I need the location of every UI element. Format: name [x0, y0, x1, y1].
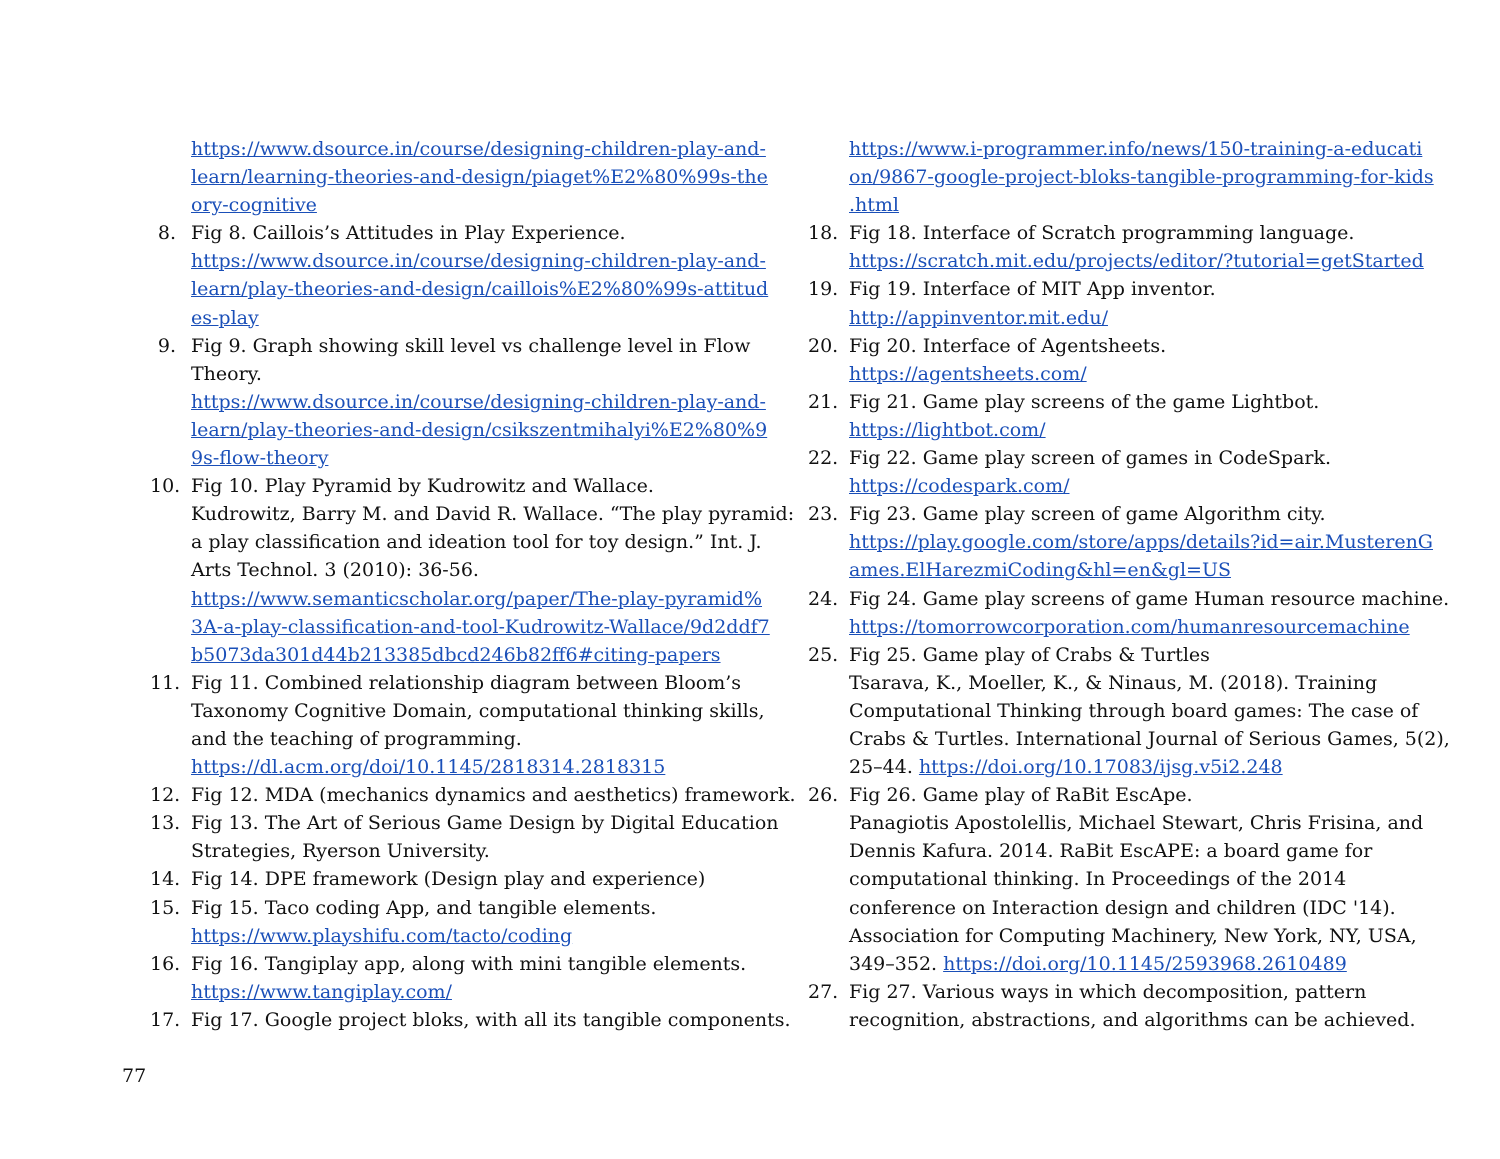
- reference-text: [191, 669, 741, 697]
- reference-link[interactable]: learn/play-theories-and-design/caillois%E2%80%99s-attitud: [191, 278, 769, 301]
- reference-link[interactable]: https://www.semanticscholar.org/paper/The-play-pyramid%: [191, 587, 763, 610]
- reference-text: [191, 950, 746, 978]
- reference-number: 10.: [150, 475, 181, 498]
- reference-text: [849, 247, 1424, 275]
- reference-line: [808, 416, 1418, 444]
- reference-line: [150, 613, 770, 641]
- reference-text: [849, 360, 1087, 388]
- reference-text: [191, 697, 765, 725]
- reference-line: [150, 865, 760, 893]
- reference-text: [191, 1006, 791, 1034]
- reference-caption: Dennis Kafura. 2014. RaBit EscAPE: a board game for: [849, 840, 1373, 863]
- reference-text: [191, 865, 705, 893]
- reference-link[interactable]: 9s-flow-theory: [191, 447, 329, 470]
- reference-text: [191, 978, 452, 1006]
- reference-line: [808, 163, 1434, 191]
- reference-line: [150, 697, 765, 725]
- reference-line: [150, 753, 760, 781]
- reference-number: 14.: [150, 868, 181, 891]
- reference-entry: [150, 219, 769, 331]
- reference-line: [150, 837, 760, 865]
- reference-line: [808, 922, 1418, 950]
- reference-line: [808, 781, 1418, 809]
- reference-text: [849, 304, 1108, 332]
- reference-entry: [150, 894, 760, 950]
- reference-text: [849, 444, 1331, 472]
- left-reference-column: [150, 135, 796, 1034]
- reference-caption: a play classification and ideation tool for toy design.” Int. J.: [191, 531, 762, 554]
- reference-text: [191, 641, 721, 669]
- reference-caption: Fig 25. Game play of Crabs & Turtles: [849, 643, 1210, 666]
- reference-line: [150, 1006, 791, 1034]
- reference-text: [191, 191, 317, 219]
- reference-line: [150, 444, 760, 472]
- reference-entry: [808, 219, 1424, 275]
- reference-caption: Fig 18. Interface of Scratch programming language.: [849, 222, 1355, 245]
- reference-link[interactable]: https://www.dsource.in/course/designing-children-play-and-: [191, 138, 766, 160]
- reference-text: [849, 388, 1319, 416]
- reference-line: [150, 641, 760, 669]
- reference-number: 16.: [150, 952, 181, 975]
- reference-line: [808, 275, 1418, 303]
- reference-link[interactable]: .html: [849, 194, 900, 217]
- reference-entry: [150, 809, 779, 865]
- reference-text: [191, 444, 328, 472]
- reference-link[interactable]: https://www.dsource.in/course/designing-children-play-and-: [191, 250, 766, 273]
- reference-text: [191, 219, 626, 247]
- reference-line: [150, 275, 769, 303]
- reference-text: [849, 163, 1434, 191]
- right-reference-column: [808, 135, 1450, 1034]
- reference-line: [150, 332, 760, 360]
- reference-text: [191, 135, 766, 163]
- reference-line: [808, 669, 1418, 697]
- reference-text: [849, 837, 1372, 865]
- reference-line: [808, 219, 1418, 247]
- reference-line: [808, 641, 1418, 669]
- reference-text: [849, 191, 899, 219]
- reference-number: 17.: [150, 1008, 181, 1031]
- reference-number: 23.: [808, 503, 839, 526]
- reference-text: [191, 388, 766, 416]
- reference-caption: conference on Interaction design and children (IDC '14).: [849, 896, 1396, 919]
- reference-line: [808, 304, 1418, 332]
- reference-line: [808, 950, 1418, 978]
- reference-entry: [150, 669, 765, 781]
- reference-caption: Fig 12. MDA (mechanics dynamics and aesthetics) framework.: [191, 784, 796, 807]
- reference-number: 26.: [808, 784, 839, 807]
- reference-text: [849, 978, 1366, 1006]
- reference-line: [150, 472, 760, 500]
- reference-entry: [150, 781, 796, 809]
- reference-caption: Computational Thinking through board games: The case of: [849, 699, 1419, 722]
- reference-number: 20.: [808, 334, 839, 357]
- reference-number: 8.: [157, 222, 176, 245]
- reference-line: [808, 360, 1418, 388]
- reference-text: [191, 922, 572, 950]
- reference-text: [191, 809, 779, 837]
- reference-line: [150, 163, 768, 191]
- reference-entry: [808, 444, 1418, 500]
- reference-text: [191, 304, 259, 332]
- reference-text: [849, 275, 1216, 303]
- reference-line: [808, 528, 1433, 556]
- reference-link[interactable]: on/9867-google-project-bloks-tangible-programming-for-kids: [849, 166, 1434, 189]
- reference-line: [150, 191, 760, 219]
- reference-line: [150, 304, 760, 332]
- reference-line: [808, 753, 1418, 781]
- reference-caption: Taxonomy Cognitive Domain, computational thinking skills,: [191, 699, 765, 722]
- reference-text: [849, 332, 1166, 360]
- reference-line: [808, 247, 1424, 275]
- reference-line: [150, 500, 795, 528]
- reference-line: [150, 585, 763, 613]
- reference-number: 13.: [150, 812, 181, 835]
- reference-text: [849, 753, 1283, 781]
- reference-link[interactable]: https://doi.org/10.1145/2593968.2610489: [943, 952, 1347, 975]
- reference-text: [849, 669, 1377, 697]
- reference-number: 15.: [150, 896, 181, 919]
- reference-text: [849, 472, 1070, 500]
- reference-entry: [808, 500, 1433, 584]
- reference-link[interactable]: https://www.i-programmer.info/news/150-training-a-educati: [849, 138, 1423, 160]
- reference-caption: Fig 14. DPE framework (Design play and experience): [191, 868, 706, 891]
- reference-link[interactable]: b5073da301d44b213385dbcd246b82ff6#citing-papers: [191, 643, 721, 666]
- reference-text: [849, 781, 1193, 809]
- reference-line: [150, 135, 766, 163]
- reference-link[interactable]: ory-cognitive: [191, 194, 317, 217]
- reference-line: [150, 528, 760, 556]
- reference-text: [191, 781, 796, 809]
- reference-entry: [808, 332, 1418, 388]
- reference-number: 25.: [808, 643, 839, 666]
- reference-number: 21.: [808, 390, 839, 413]
- reference-text: [191, 894, 656, 922]
- reference-line: [150, 781, 796, 809]
- reference-text: [849, 416, 1046, 444]
- reference-text: [849, 528, 1433, 556]
- reference-line: [150, 894, 760, 922]
- reference-line: [808, 500, 1418, 528]
- reference-line: [808, 978, 1418, 1006]
- reference-entry: [808, 585, 1450, 641]
- reference-text: [849, 219, 1354, 247]
- reference-caption: Fig 15. Taco coding App, and tangible elements.: [191, 896, 657, 919]
- reference-link[interactable]: https://dl.acm.org/doi/10.1145/2818314.2818315: [191, 756, 666, 779]
- reference-entry: [150, 865, 760, 893]
- reference-text: [849, 725, 1450, 753]
- reference-text: [849, 613, 1410, 641]
- reference-entry: [808, 641, 1450, 781]
- reference-text: [191, 556, 479, 584]
- reference-line: [150, 669, 760, 697]
- reference-caption: Fig 9. Graph showing skill level vs challenge level in Flow: [191, 334, 751, 357]
- reference-caption: Association for Computing Machinery, New York, NY, USA,: [849, 924, 1417, 947]
- reference-line: [150, 556, 760, 584]
- reference-caption: Fig 10. Play Pyramid by Kudrowitz and Wallace.: [191, 475, 654, 498]
- reference-link[interactable]: https://codespark.com/: [849, 475, 1070, 498]
- reference-line: [808, 388, 1418, 416]
- reference-line: [150, 388, 766, 416]
- reference-line: [808, 472, 1418, 500]
- reference-caption: Fig 24. Game play screens of game Human resource machine.: [849, 587, 1450, 610]
- reference-entry: [808, 275, 1418, 331]
- reference-text: [191, 275, 768, 303]
- reference-link[interactable]: learn/play-theories-and-design/csikszentmihalyi%E2%80%9: [191, 418, 768, 441]
- reference-caption: Fig 11. Combined relationship diagram between Bloom’s: [191, 671, 742, 694]
- reference-entry: [150, 472, 795, 669]
- reference-text: [849, 950, 1347, 978]
- reference-link[interactable]: https://play.google.com/store/apps/details?id=air.MusterenG: [849, 531, 1433, 554]
- reference-line: [808, 332, 1418, 360]
- reference-text: [191, 472, 654, 500]
- reference-link[interactable]: es-play: [191, 306, 259, 329]
- reference-caption: 349–352.: [849, 952, 944, 975]
- reference-text: [191, 416, 767, 444]
- reference-line: [808, 809, 1424, 837]
- reference-entry: [150, 135, 768, 219]
- reference-text: [849, 641, 1210, 669]
- reference-line: [150, 725, 760, 753]
- reference-text: [849, 865, 1346, 893]
- reference-line: [808, 135, 1423, 163]
- reference-caption: Fig 20. Interface of Agentsheets.: [849, 334, 1167, 357]
- reference-entry: [150, 950, 760, 1006]
- reference-caption: Fig 26. Game play of RaBit EscApe.: [849, 784, 1193, 807]
- reference-line: [150, 219, 760, 247]
- reference-text: [849, 697, 1418, 725]
- reference-caption: recognition, abstractions, and algorithms can be achieved.: [849, 1008, 1416, 1031]
- reference-text: [849, 585, 1449, 613]
- reference-caption: Fig 8. Caillois’s Attitudes in Play Experience.: [191, 222, 626, 245]
- reference-caption: Fig 17. Google project bloks, with all its tangible components.: [191, 1008, 791, 1031]
- reference-link[interactable]: https://www.playshifu.com/tacto/coding: [191, 924, 573, 947]
- reference-caption: Strategies, Ryerson University.: [191, 840, 490, 863]
- reference-number: 27.: [808, 980, 839, 1003]
- reference-caption: Panagiotis Apostolellis, Michael Stewart, Chris Frisina, and: [849, 812, 1424, 835]
- reference-caption: Tsarava, K., Moeller, K., & Ninaus, M. (2018). Training: [849, 671, 1378, 694]
- reference-line: [150, 360, 760, 388]
- reference-entry: [808, 781, 1424, 978]
- reference-link[interactable]: 3A-a-play-classification-and-tool-Kudrowitz-Wallace/9d2ddf7: [191, 615, 770, 638]
- reference-text: [191, 332, 750, 360]
- reference-number: 11.: [150, 671, 181, 694]
- reference-link[interactable]: https://www.dsource.in/course/designing-children-play-and-: [191, 390, 766, 413]
- reference-line: [808, 613, 1418, 641]
- reference-text: [191, 585, 762, 613]
- reference-caption: Fig 19. Interface of MIT App inventor.: [849, 278, 1216, 301]
- reference-number: 12.: [150, 784, 181, 807]
- reference-link[interactable]: learn/learning-theories-and-design/piaget%E2%80%99s-the: [191, 166, 768, 189]
- reference-line: [150, 978, 760, 1006]
- reference-text: [191, 837, 490, 865]
- reference-entry: [808, 135, 1434, 219]
- reference-link[interactable]: https://tomorrowcorporation.com/humanresourcemachine: [849, 615, 1410, 638]
- reference-line: [150, 922, 760, 950]
- reference-caption: Crabs & Turtles. International Journal of Serious Games, 5(2),: [849, 727, 1450, 750]
- reference-line: [808, 697, 1418, 725]
- reference-text: [191, 528, 762, 556]
- reference-caption: Fig 23. Game play screen of game Algorithm city.: [849, 503, 1326, 526]
- reference-text: [849, 894, 1396, 922]
- reference-text: [849, 809, 1423, 837]
- reference-line: [150, 950, 760, 978]
- reference-number: 18.: [808, 222, 839, 245]
- reference-caption: and the teaching of programming.: [191, 727, 522, 750]
- reference-caption: Fig 21. Game play screens of the game Lightbot.: [849, 390, 1320, 413]
- page-number: 77: [122, 1065, 147, 1087]
- reference-caption: Fig 22. Game play screen of games in CodeSpark.: [849, 447, 1332, 470]
- reference-link[interactable]: ames.ElHarezmiCoding&hl=en&gl=US: [849, 559, 1231, 582]
- reference-line: [808, 191, 1418, 219]
- reference-text: [191, 500, 794, 528]
- reference-line: [808, 556, 1418, 584]
- reference-text: [849, 556, 1231, 584]
- reference-caption: Theory.: [191, 362, 262, 385]
- reference-line: [808, 894, 1418, 922]
- reference-text: [191, 247, 766, 275]
- reference-caption: Fig 13. The Art of Serious Game Design by Digital Education: [191, 812, 779, 835]
- reference-text: [849, 135, 1422, 163]
- reference-number: 19.: [808, 278, 839, 301]
- reference-caption: Fig 16. Tangiplay app, along with mini tangible elements.: [191, 952, 747, 975]
- reference-text: [191, 725, 522, 753]
- reference-number: 22.: [808, 447, 839, 470]
- reference-link[interactable]: https://agentsheets.com/: [849, 362, 1087, 385]
- reference-number: 24.: [808, 587, 839, 610]
- reference-link[interactable]: https://lightbot.com/: [849, 418, 1046, 441]
- reference-link[interactable]: https://www.tangiplay.com/: [191, 980, 452, 1003]
- reference-line: [808, 444, 1418, 472]
- reference-caption: Kudrowitz, Barry M. and David R. Wallace. “The play pyramid:: [191, 503, 795, 526]
- reference-link[interactable]: https://scratch.mit.edu/projects/editor/?tutorial=getStarted: [849, 250, 1424, 273]
- reference-text: [191, 163, 768, 191]
- reference-line: [808, 1006, 1418, 1034]
- reference-text: [191, 753, 665, 781]
- reference-text: [849, 500, 1326, 528]
- reference-entry: [150, 1006, 791, 1034]
- reference-caption: Arts Technol. 3 (2010): 36-56.: [191, 559, 479, 582]
- reference-line: [808, 585, 1450, 613]
- reference-caption: 25–44.: [849, 756, 919, 779]
- reference-line: [150, 247, 766, 275]
- reference-link[interactable]: https://doi.org/10.17083/ijsg.v5i2.248: [918, 756, 1283, 779]
- reference-line: [808, 725, 1450, 753]
- reference-entry: [150, 332, 768, 472]
- reference-link[interactable]: http://appinventor.mit.edu/: [849, 306, 1108, 329]
- reference-line: [150, 416, 768, 444]
- reference-line: [150, 809, 779, 837]
- reference-entry: [808, 978, 1418, 1034]
- reference-text: [849, 1006, 1416, 1034]
- reference-caption: Fig 27. Various ways in which decomposition, pattern: [849, 980, 1367, 1003]
- reference-line: [808, 865, 1418, 893]
- reference-text: [191, 360, 262, 388]
- reference-line: [808, 837, 1418, 865]
- reference-text: [849, 922, 1417, 950]
- reference-text: [191, 613, 770, 641]
- reference-number: 9.: [157, 334, 176, 357]
- reference-caption: computational thinking. In Proceedings of the 2014: [849, 868, 1347, 891]
- reference-entry: [808, 388, 1418, 444]
